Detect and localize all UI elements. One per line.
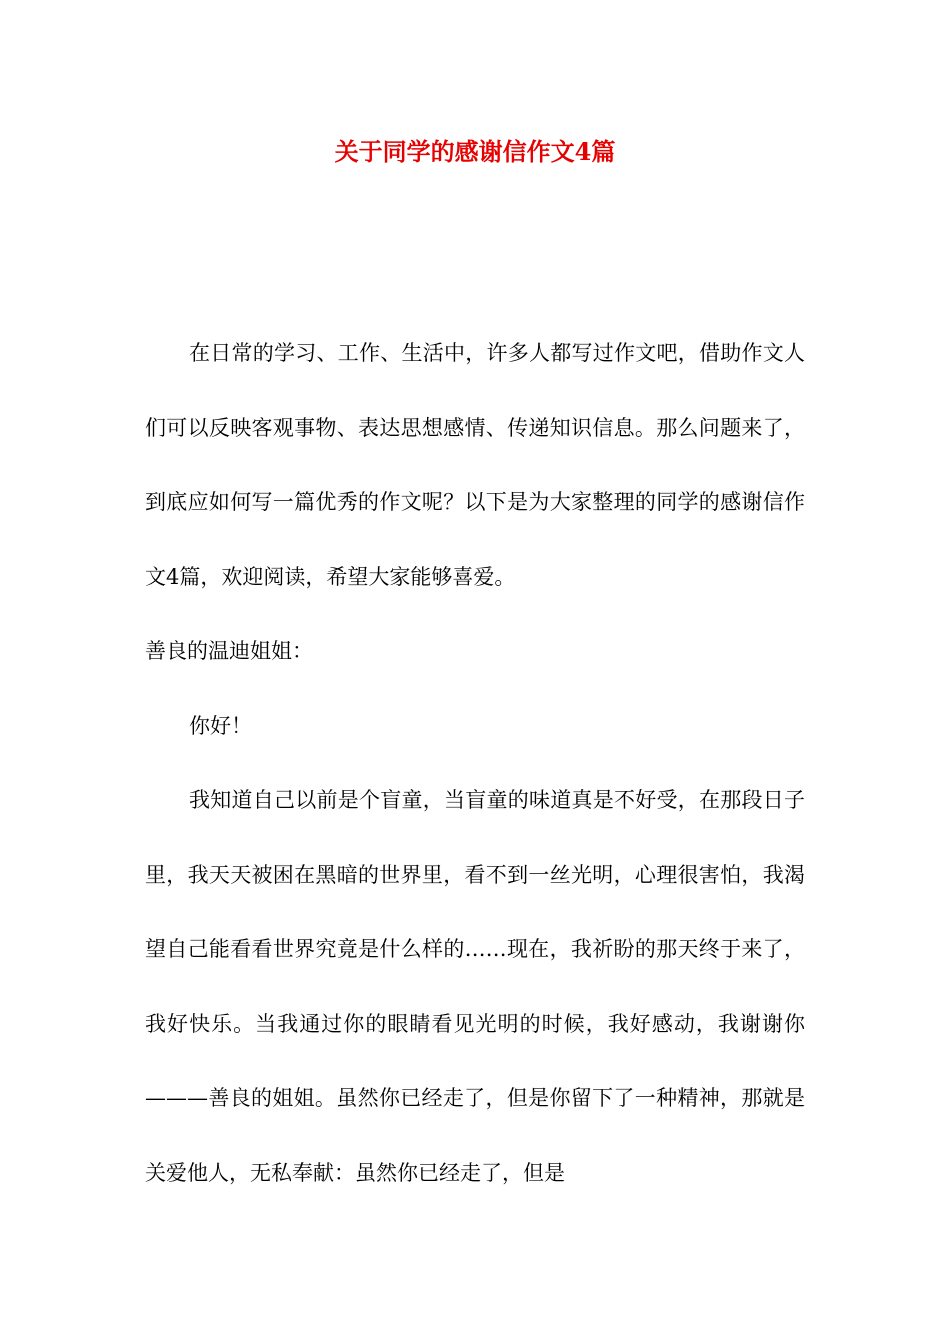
salutation-line: 善良的温迪姐姐： (145, 639, 313, 663)
letter-body-paragraph: 我知道自己以前是个盲童，当盲童的味道真是不好受，在那段日子里，我天天被困在黑暗的世界里，看不到一丝光明，心理很害怕，我渴望自己能看看世界究竟是什么样的……现在，我祈盼的那天终于来了，我好快乐。当我通过你的眼睛看见光明的时候，我好感动，我谢谢你———善良的姐姐。虽然你已经走了，但是你留下了一种精神，那就是关爱他人，无私奉献：虽然你已经走了，但是 (145, 788, 805, 1185)
greeting-line: 你好！ (189, 713, 252, 738)
intro-paragraph: 在日常的学习、工作、生活中，许多人都写过作文吧，借助作文人们可以反映客观事物、表达思想感情、传递知识信息。那么问题来了，到底应如何写一篇优秀的作文呢？以下是为大家整理的同学的感谢信作文4篇，欢迎阅读，希望大家能够喜爱。 (145, 341, 805, 589)
document-title: 关于同学的感谢信作文4篇 (334, 137, 616, 166)
document-body (145, 316, 805, 1210)
